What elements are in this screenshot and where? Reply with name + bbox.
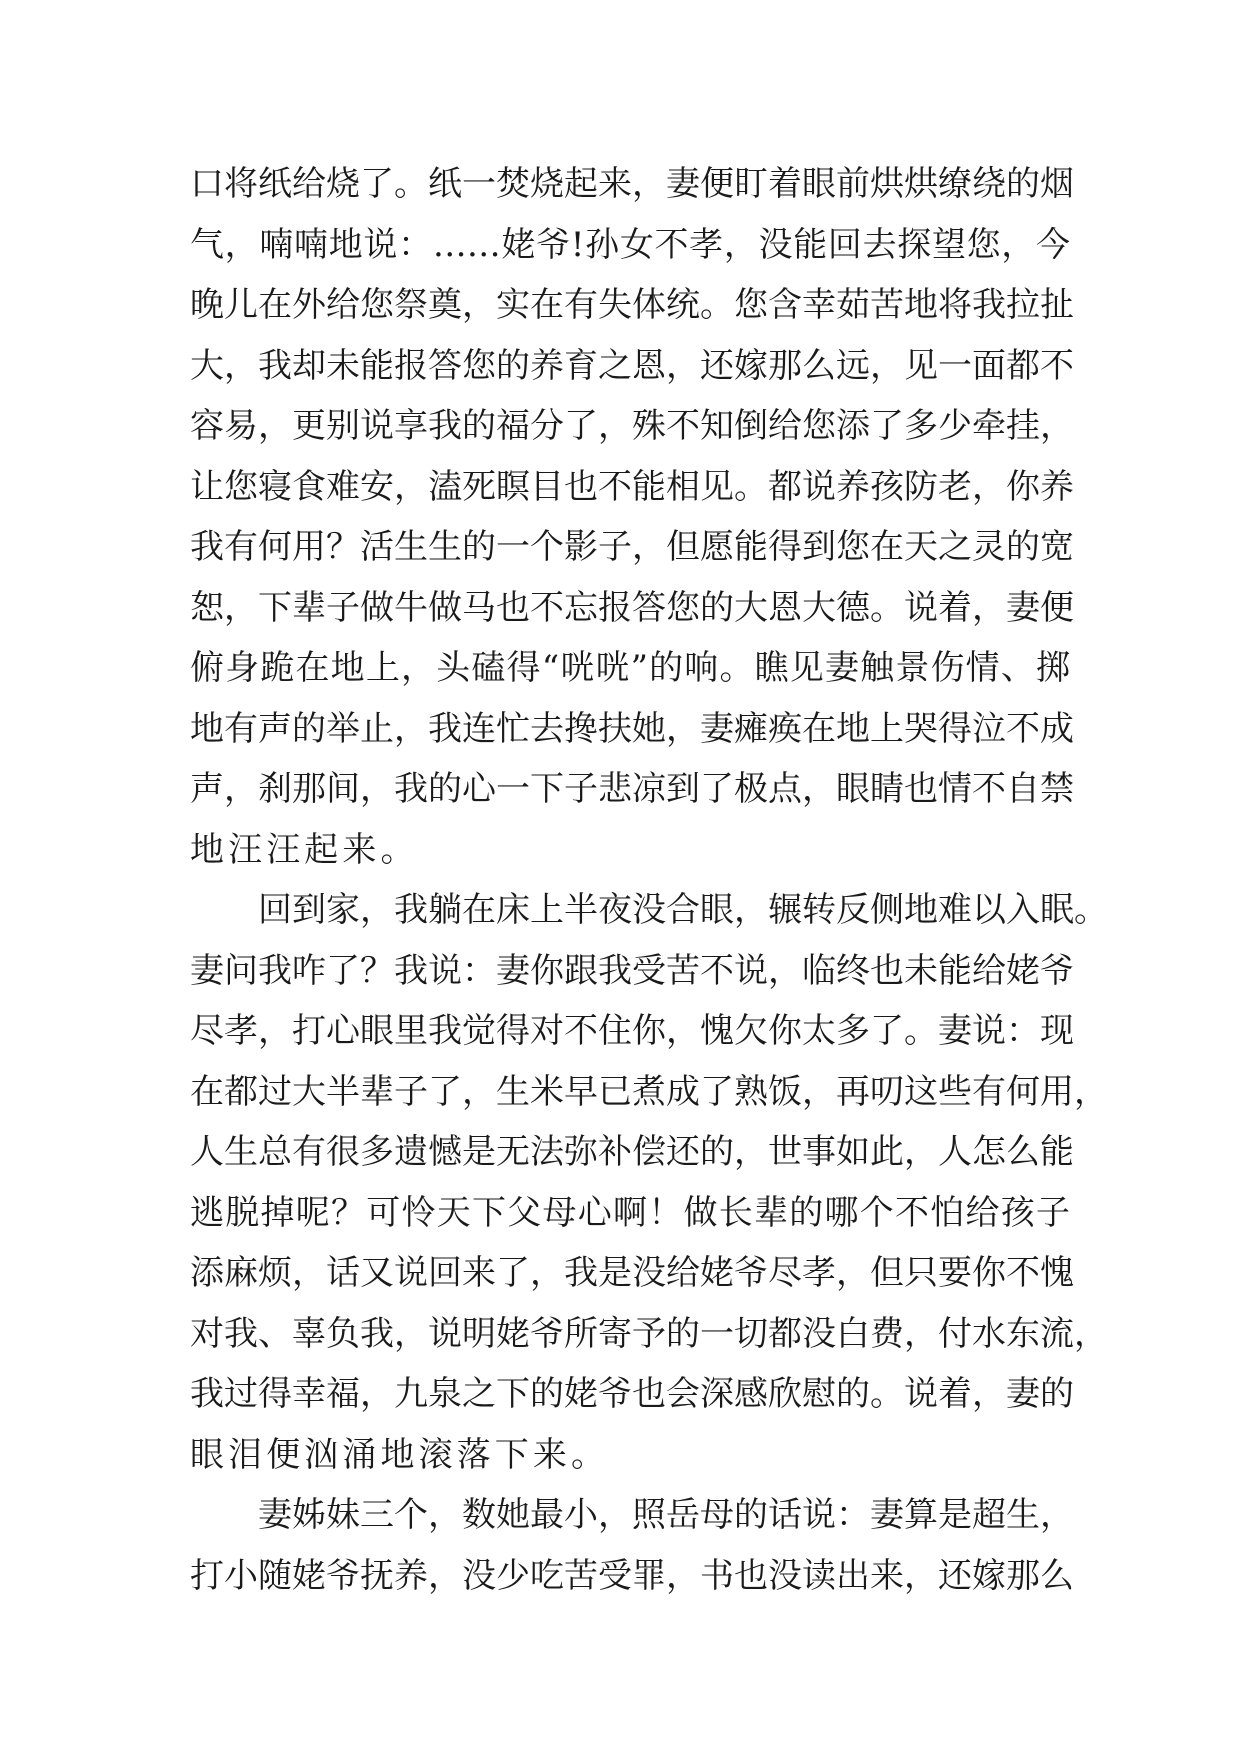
text-line: 尽孝，打心眼里我觉得对不住你，愧欠你太多了。妻说：现 xyxy=(190,1011,1074,1051)
text-line: 人生总有很多遗憾是无法弥补偿还的，世事如此，人怎么能 xyxy=(190,1132,1074,1172)
text-line: 在都过大半辈子了，生米早已煮成了熟饭，再叨这些有何用， xyxy=(190,1071,1108,1112)
text-line: 让您寝食难安，溘死瞑目也不能相见。都说养孩防老，你养 xyxy=(190,466,1074,507)
text-line: 声，刹那间，我的心一下子悲凉到了极点，眼睛也情不自禁 xyxy=(190,769,1074,809)
document-body xyxy=(190,154,1108,1606)
text-line: 回到家，我躺在床上半夜没合眼，辗转反侧地难以入眠。 xyxy=(258,890,1108,930)
text-line: 口将纸给烧了。纸一焚烧起来，妻便盯着眼前烘烘缭绕的烟 xyxy=(190,164,1074,204)
text-line: 打小随姥爷抚养，没少吃苦受罪，书也没读出来，还嫁那么 xyxy=(190,1555,1074,1596)
text-line: 我过得幸福，九泉之下的姥爷也会深感欣慰的。说着，妻的 xyxy=(190,1374,1074,1414)
text-line: 大，我却未能报答您的养育之恩，还嫁那么远，见一面都不 xyxy=(190,345,1074,386)
text-line: 逃脱掉呢？可怜天下父母心啊！做长辈的哪个不怕给孩子 xyxy=(190,1192,1070,1233)
text-line: 地汪汪起来。 xyxy=(190,829,419,870)
text-line: 晚儿在外给您祭奠，实在有失体统。您含幸茹苦地将我拉扯 xyxy=(190,285,1074,325)
text-line: 妻问我咋了？我说：妻你跟我受苦不说，临终也未能给姥爷 xyxy=(190,950,1074,991)
text-line: 地有声的举止，我连忙去搀扶她，妻瘫痪在地上哭得泣不成 xyxy=(190,708,1074,749)
text-line: 妻姊妹三个，数她最小，照岳母的话说：妻算是超生， xyxy=(258,1495,1074,1535)
text-line: 我有何用？活生生的一个影子，但愿能得到您在天之灵的宽 xyxy=(190,527,1074,567)
text-line: 气，喃喃地说：……姥爷!孙女不孝，没能回去探望您，今 xyxy=(190,224,1070,265)
text-line: 眼泪便汹涌地滚落下来。 xyxy=(190,1434,610,1475)
text-line: 对我、辜负我，说明姥爷所寄予的一切都没白费，付水东流， xyxy=(190,1313,1108,1354)
text-line: 俯身跪在地上，头磕得“咣咣”的响。瞧见妻触景伤情、掷 xyxy=(190,648,1070,688)
text-line: 容易，更别说享我的福分了，殊不知倒给您添了多少牵挂， xyxy=(190,406,1074,446)
text-line: 恕，下辈子做牛做马也不忘报答您的大恩大德。说着，妻便 xyxy=(190,587,1074,628)
text-line: 添麻烦，话又说回来了，我是没给姥爷尽孝，但只要你不愧 xyxy=(190,1253,1074,1293)
